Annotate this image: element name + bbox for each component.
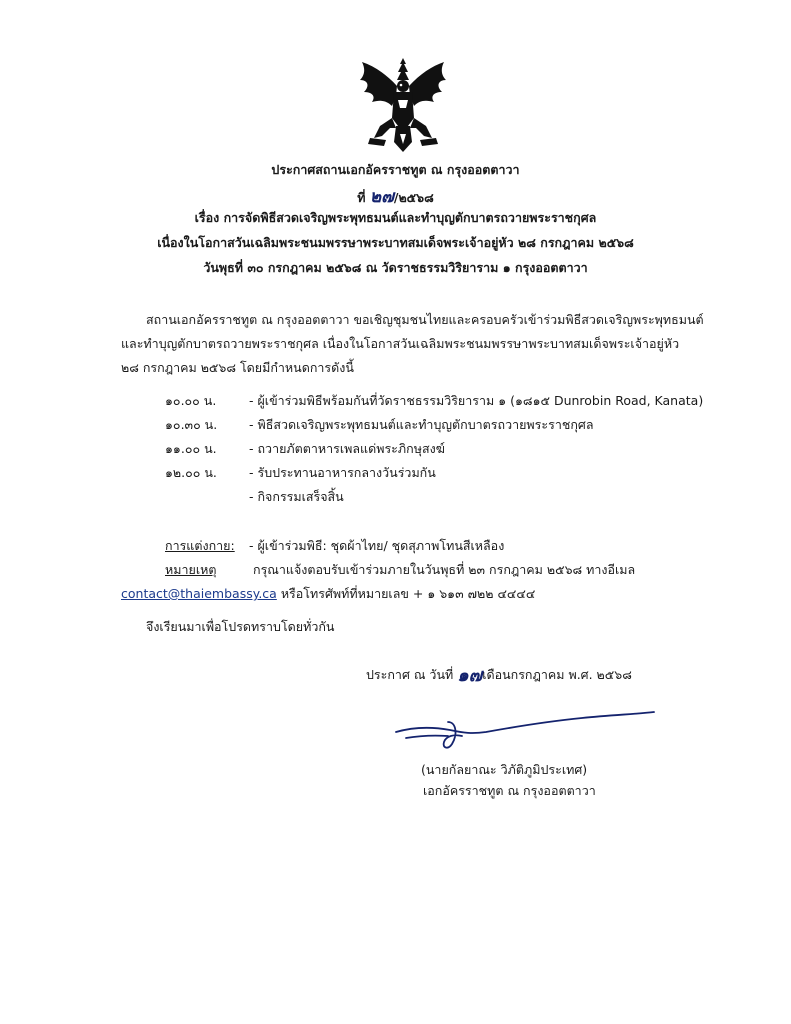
garuda-emblem-icon xyxy=(356,56,450,154)
phone-text: หรือโทรศัพท์ที่หมายเลข + ๑ ๖๑๓ ๗๒๒ ๔๔๔๔ xyxy=(276,586,536,601)
announce-date xyxy=(366,658,632,687)
signatory-title: เอกอัครราชทูต ณ กรุงออตตาวา xyxy=(423,783,596,798)
note-label: หมายเหตุ xyxy=(165,562,217,577)
schedule-time: ๑๒.๐๐ น. xyxy=(165,465,217,480)
schedule-time: ๑๑.๐๐ น. xyxy=(165,441,217,456)
announce-prefix: ประกาศ ณ วันที่ xyxy=(366,667,458,682)
number-handwritten: ๒๗ xyxy=(369,187,394,207)
contact-line xyxy=(121,584,535,604)
announcement-number xyxy=(0,183,791,210)
body-line-3: ๒๘ กรกฎาคม ๒๕๖๘ โดยมีกำหนดการดังนี้ xyxy=(121,360,354,375)
closing-line: จึงเรียนมาเพื่อโปรดทราบโดยทั่วกัน xyxy=(146,619,335,634)
number-prefix: ที่ xyxy=(357,190,370,205)
schedule-item: - ผู้เข้าร่วมพิธีพร้อมกันที่วัดราชธรรมวิริยาราม ๑ (๑๘๑๕ Dunrobin Road, Kanata) xyxy=(249,393,704,408)
dress-code-label: การแต่งกาย: xyxy=(165,538,235,553)
schedule-item: - ถวายภัตตาหารเพลแด่พระภิกษุสงฆ์ xyxy=(249,441,445,456)
signature-image xyxy=(392,708,658,756)
announce-day-handwritten: ๑๗ xyxy=(457,665,483,686)
number-suffix: /๒๕๖๘ xyxy=(393,190,434,205)
schedule-item: - รับประทานอาหารกลางวันร่วมกัน xyxy=(249,465,436,480)
dress-code-text: - ผู้เข้าร่วมพิธี: ชุดผ้าไทย/ ชุดสุภาพโทนสีเหลือง xyxy=(249,538,505,553)
body-line-1: สถานเอกอัครราชทูต ณ กรุงออตตาวา ขอเชิญชุมชนไทยและครอบครัวเข้าร่วมพิธีสวดเจริญพระพุทธมนต์ xyxy=(146,312,704,327)
schedule-time: ๑๐.๓๐ น. xyxy=(165,417,218,432)
body-line-2: และทำบุญตักบาตรถวายพระราชกุศล เนื่องในโอกาสวันเฉลิมพระชนมพรรษาพระบาทสมเด็จพระเจ้าอยู่หัว xyxy=(121,336,680,351)
subject-line: เรื่อง การจัดพิธีสวดเจริญพระพุทธมนต์และทำบุญตักบาตรถวายพระราชกุศล xyxy=(194,210,597,225)
date-venue-line: วันพุธที่ ๓๐ กรกฎาคม ๒๕๖๘ ณ วัดราชธรรมวิริยาราม ๑ กรุงออตตาวา xyxy=(203,260,588,275)
schedule-time: ๑๐.๐๐ น. xyxy=(165,393,217,408)
occasion-line: เนื่องในโอกาสวันเฉลิมพระชนมพรรษาพระบาทสมเด็จพระเจ้าอยู่หัว ๒๘ กรกฎาคม ๒๕๖๘ xyxy=(157,235,634,250)
email-link[interactable]: contact@thaiembassy.ca xyxy=(121,586,277,601)
schedule-item: - กิจกรรมเสร็จสิ้น xyxy=(249,489,344,504)
announce-suffix: เดือนกรกฎาคม พ.ศ. ๒๕๖๘ xyxy=(482,667,632,682)
issuer-title: ประกาศสถานเอกอัครราชทูต ณ กรุงออตตาวา xyxy=(271,162,520,177)
note-text: กรุณาแจ้งตอบรับเข้าร่วมภายในวันพุธที่ ๒๓ กรกฎาคม ๒๕๖๘ ทางอีเมล xyxy=(253,562,636,577)
schedule-item: - พิธีสวดเจริญพระพุทธมนต์และทำบุญตักบาตรถวายพระราชกุศล xyxy=(249,417,594,432)
signatory-name: (นายกัลยาณะ วิภัติภูมิประเทศ) xyxy=(421,762,588,777)
